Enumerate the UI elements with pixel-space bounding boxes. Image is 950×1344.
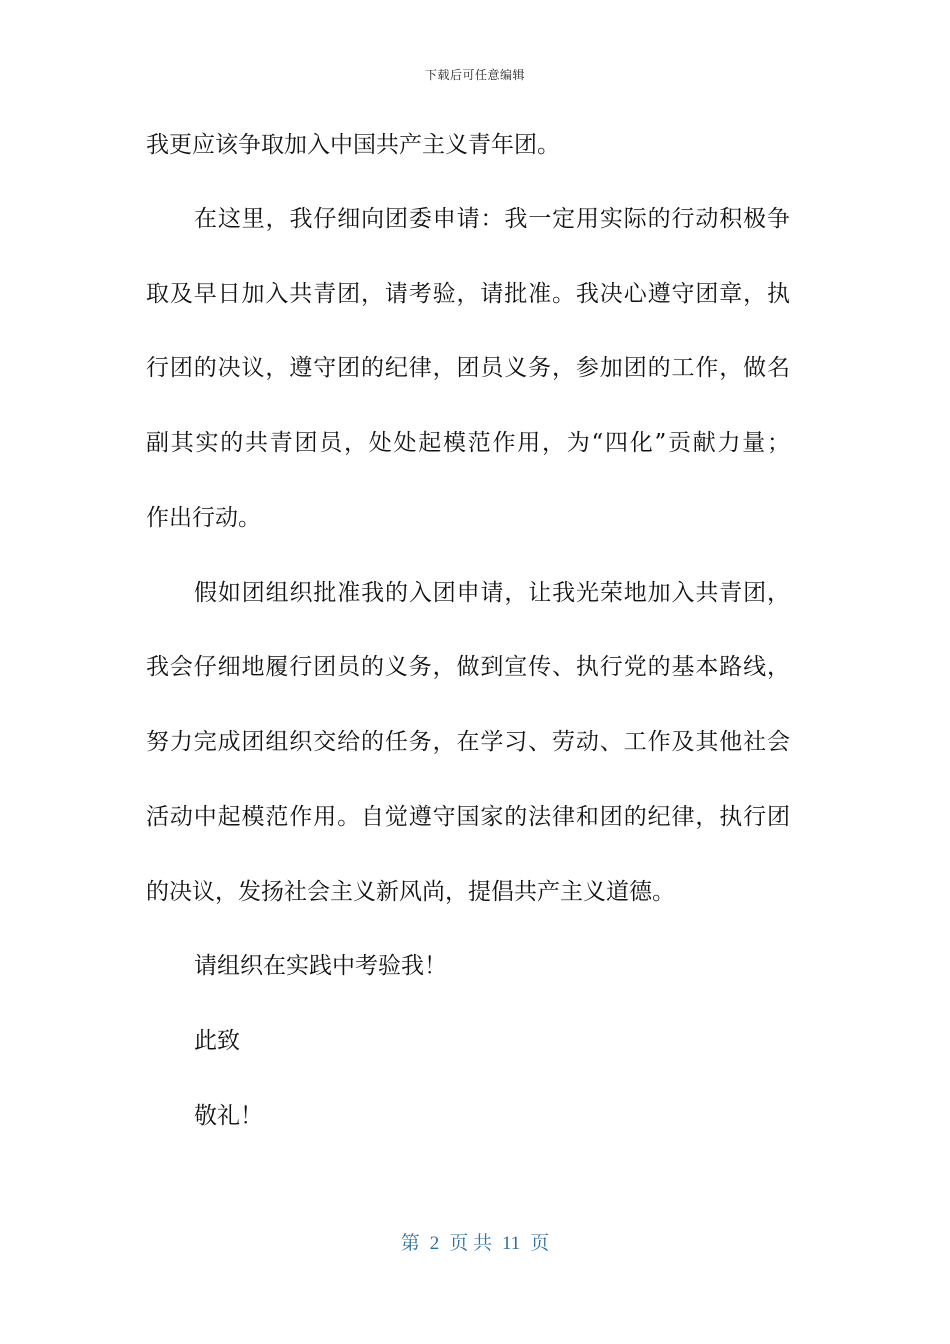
page-header-note: 下载后可任意编辑 — [424, 68, 525, 82]
paragraph-line: 作出行动。 — [146, 505, 261, 531]
paragraph-line: 活动中起模范作用。自觉遵守国家的法律和团的纪律，执行团 — [146, 804, 790, 830]
footer-prefix: 第 — [400, 1233, 420, 1254]
paragraph-line: 在这里，我仔细向团委申请：我一定用实际的行动积极争 — [194, 206, 790, 232]
paragraph-line: 努力完成团组织交给的任务，在学习、劳动、工作及其他社会 — [146, 729, 790, 755]
paragraph-line: 取及早日加入共青团，请考验，请批准。我决心遵守团章，执 — [146, 281, 790, 307]
closing-line: 敬礼！ — [194, 1103, 263, 1129]
paragraph-line: 我更应该争取加入中国共产主义青年团。 — [146, 132, 560, 158]
paragraph-line: 假如团组织批准我的入团申请，让我光荣地加入共青团， — [194, 580, 790, 606]
paragraph-line: 我会仔细地履行团员的义务，做到宣传、执行党的基本路线， — [146, 654, 790, 680]
paragraph-line: 副其实的共青团员，处处起模范作用，为“四化”贡献力量； — [146, 430, 790, 456]
salutation-line: 此致 — [194, 1028, 240, 1054]
footer-suffix: 页 — [530, 1233, 550, 1254]
paragraph-line: 的决议，发扬社会主义新风尚，提倡共产主义道德。 — [146, 879, 675, 905]
total-pages-number: 11 — [501, 1233, 521, 1254]
current-page-number: 2 — [429, 1233, 440, 1254]
footer-middle: 页 共 — [449, 1233, 492, 1254]
paragraph-line: 请组织在实践中考验我！ — [194, 953, 447, 979]
page-number-footer — [0, 1228, 950, 1255]
paragraph-line: 行团的决议，遵守团的纪律，团员义务，参加团的工作，做名 — [146, 355, 790, 381]
